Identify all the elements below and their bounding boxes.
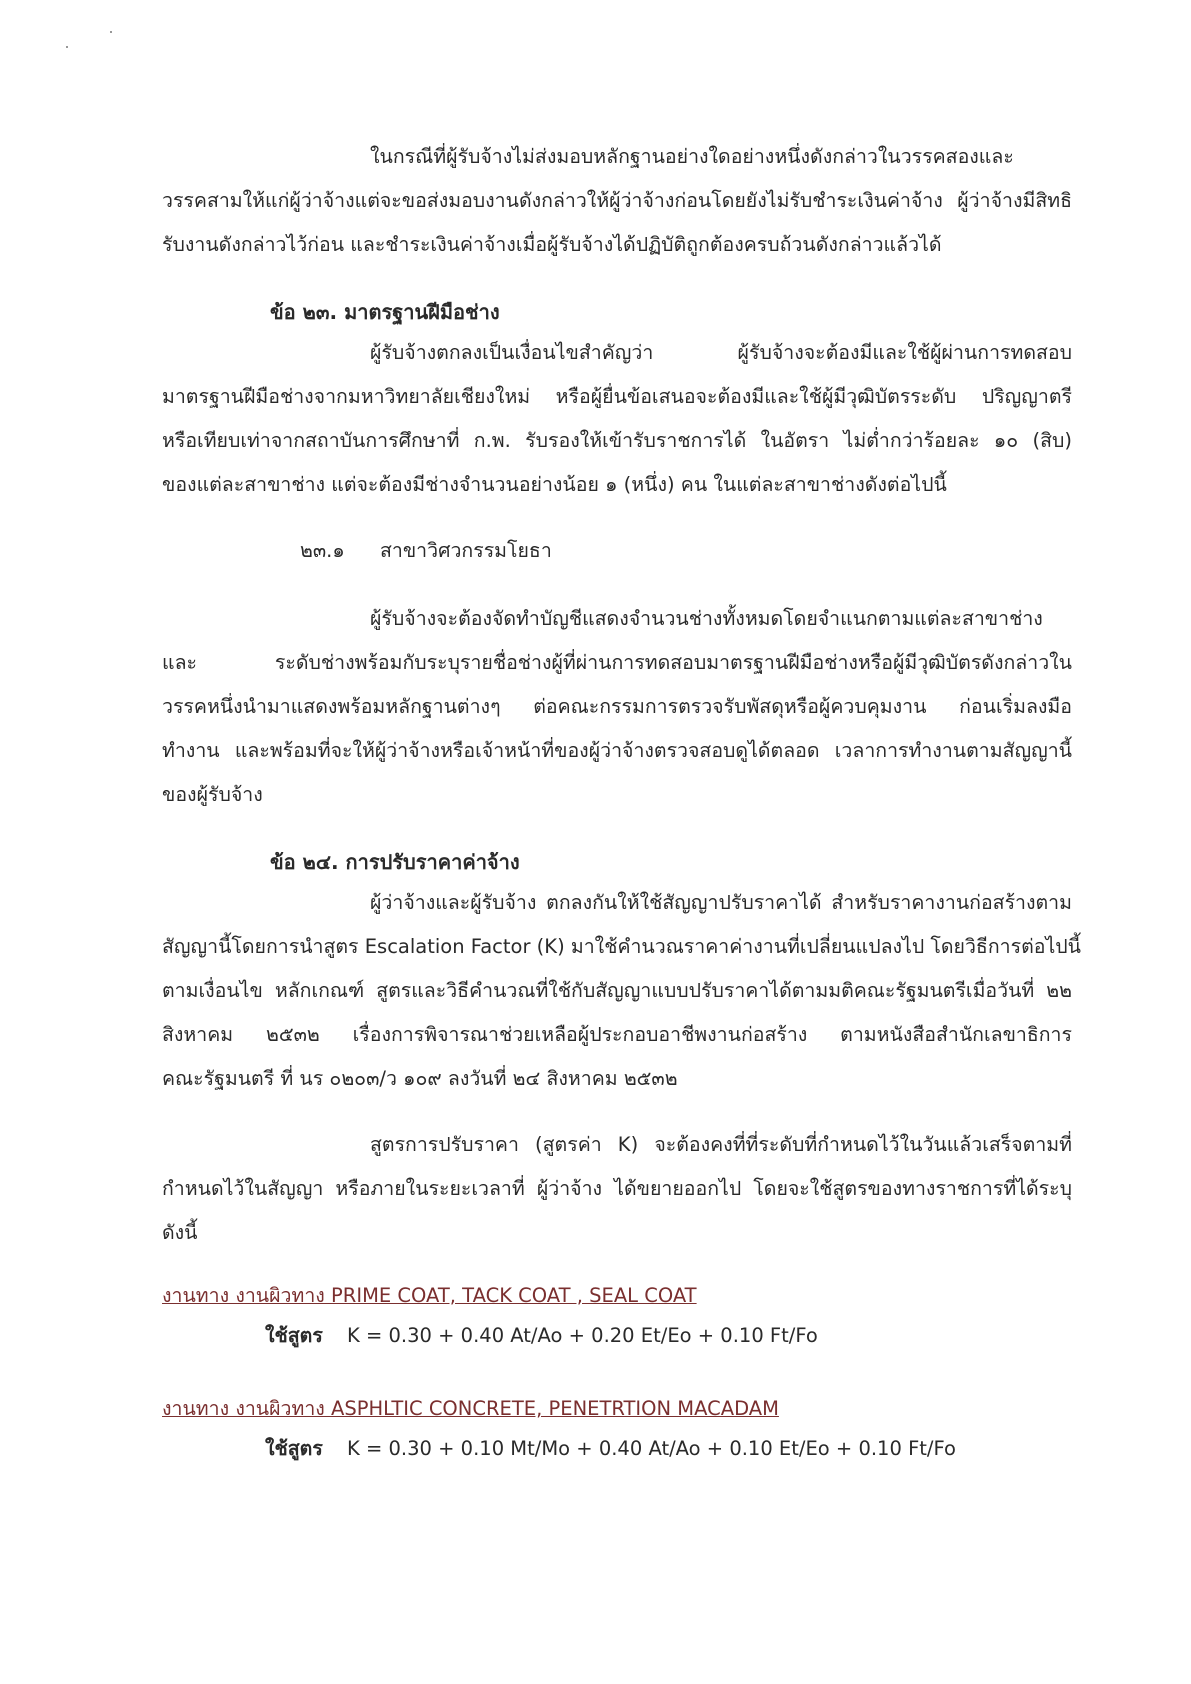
- subsection-number: ๒๓.๑: [300, 539, 345, 562]
- paragraph-line: กำหนดไว้ในสัญญา หรือภายในระยะเวลาที่ ผู้ว่าจ้าง ได้ขยายออกไป โดยจะใช้สูตรของทางราชการที่ได้ระบุ: [162, 1177, 1072, 1200]
- paragraph-line: ในกรณีที่ผู้รับจ้างไม่ส่งมอบหลักฐานอย่างใดอย่างหนึ่งดังกล่าวในวรรคสองและ: [370, 145, 1014, 168]
- paragraph-line: ผู้รับจ้างจะต้องจัดทำบัญชีแสดงจำนวนช่างทั้งหมดโดยจำแนกตามแต่ละสาขาช่าง: [370, 607, 1043, 630]
- subsection-title: สาขาวิศวกรรมโยธา: [380, 539, 552, 562]
- paragraph-line: ดังนี้: [162, 1221, 198, 1244]
- formula-expression: K = 0.30 + 0.40 At/Ao + 0.20 Et/Eo + 0.10 Ft/Fo: [347, 1324, 818, 1347]
- paragraph-line: ตามเงื่อนไข หลักเกณฑ์ สูตรและวิธีคำนวณที่ใช้กับสัญญาแบบปรับราคาได้ตามมติคณะรัฐมนตรีเมื่อวันที่ ๒๒: [162, 979, 1072, 1002]
- formula-row: [265, 1433, 956, 1464]
- paragraph-line: ผู้ว่าจ้างและผู้รับจ้าง ตกลงกันให้ใช้สัญญาปรับราคาได้ สำหรับราคางานก่อสร้างตาม: [370, 891, 1072, 914]
- paragraph-line: มาตรฐานฝีมือช่างจากมหาวิทยาลัยเชียงใหม่ หรือผู้ยื่นข้อเสนอจะต้องมีและใช้ผู้มีวุฒิบัตรระดับ ปริญญาตรี: [162, 385, 1072, 408]
- formula-label: ใช้สูตร: [265, 1437, 323, 1460]
- scan-speck: [110, 31, 112, 33]
- subsection-item: [300, 535, 552, 566]
- paragraph-line: สิงหาคม ๒๕๓๒ เรื่องการพิจารณาช่วยเหลือผู้ประกอบอาชีพงานก่อสร้าง ตามหนังสือสำนักเลขาธิการ: [162, 1023, 1072, 1046]
- formula-label: ใช้สูตร: [265, 1324, 323, 1347]
- paragraph-line: หรือเทียบเท่าจากสถาบันการศึกษาที่ ก.พ. รับรองให้เข้ารับราชการได้ ในอัตรา ไม่ต่ำกว่าร้อยละ ๑๐ (สิบ): [162, 429, 1072, 452]
- paragraph-line: ของแต่ละสาขาช่าง แต่จะต้องมีช่างจำนวนอย่างน้อย ๑ (หนึ่ง) คน ในแต่ละสาขาช่างดังต่อไปนี้: [162, 473, 947, 496]
- formula-row: [265, 1320, 818, 1351]
- paragraph-line: สูตรการปรับราคา (สูตรค่า K) จะต้องคงที่ที่ระดับที่กำหนดไว้ในวันแล้วเสร็จตามที่: [370, 1133, 1072, 1156]
- paragraph-line: คณะรัฐมนตรี ที่ นร ๐๒๐๓/ว ๑๐๙ ลงวันที่ ๒๔ สิงหาคม ๒๕๓๒: [162, 1067, 678, 1090]
- section-heading: ข้อ ๒๔. การปรับราคาค่าจ้าง: [270, 850, 520, 874]
- section-heading: ข้อ ๒๓. มาตรฐานฝีมือช่าง: [270, 300, 500, 324]
- paragraph-line: ผู้รับจ้างตกลงเป็นเงื่อนไขสำคัญว่า ผู้รับจ้างจะต้องมีและใช้ผู้ผ่านการทดสอบ: [370, 341, 1072, 364]
- paragraph-line: สัญญานี้โดยการนำสูตร Escalation Factor (K) มาใช้คำนวณราคาค่างานที่เปลี่ยนแปลงไป โดยวิธีการต่อไปนี้: [162, 935, 1081, 958]
- formula-title: งานทาง งานผิวทาง PRIME COAT, TACK COAT , SEAL COAT: [162, 1284, 697, 1307]
- scan-speck: [66, 46, 68, 48]
- paragraph-line: วรรคสามให้แก่ผู้ว่าจ้างแต่จะขอส่งมอบงานดังกล่าวให้ผู้ว่าจ้างก่อนโดยยังไม่รับชำระเงินค่าจ้าง ผู้ว่าจ้างมีสิทธิ: [162, 189, 1072, 212]
- paragraph-line: ทำงาน และพร้อมที่จะให้ผู้ว่าจ้างหรือเจ้าหน้าที่ของผู้ว่าจ้างตรวจสอบดูได้ตลอด เวลาการทำงานตามสัญญานี้: [162, 739, 1072, 762]
- formula-title: งานทาง งานผิวทาง ASPHLTIC CONCRETE, PENETRTION MACADAM: [162, 1397, 779, 1420]
- paragraph-line: วรรคหนึ่งนำมาแสดงพร้อมหลักฐานต่างๆ ต่อคณะกรรมการตรวจรับพัสดุหรือผู้ควบคุมงาน ก่อนเริ่มลงมือ: [162, 695, 1072, 718]
- paragraph-line: และ ระดับช่างพร้อมกับระบุรายชื่อช่างผู้ที่ผ่านการทดสอบมาตรฐานฝีมือช่างหรือผู้มีวุฒิบัตรดังกล่าวใน: [162, 651, 1072, 674]
- paragraph-line: ของผู้รับจ้าง: [162, 783, 263, 806]
- formula-expression: K = 0.30 + 0.10 Mt/Mo + 0.40 At/Ao + 0.10 Et/Eo + 0.10 Ft/Fo: [347, 1437, 956, 1460]
- paragraph-line: รับงานดังกล่าวไว้ก่อน และชำระเงินค่าจ้างเมื่อผู้รับจ้างได้ปฏิบัติถูกต้องครบถ้วนดังกล่าวแล้วได้: [162, 233, 942, 256]
